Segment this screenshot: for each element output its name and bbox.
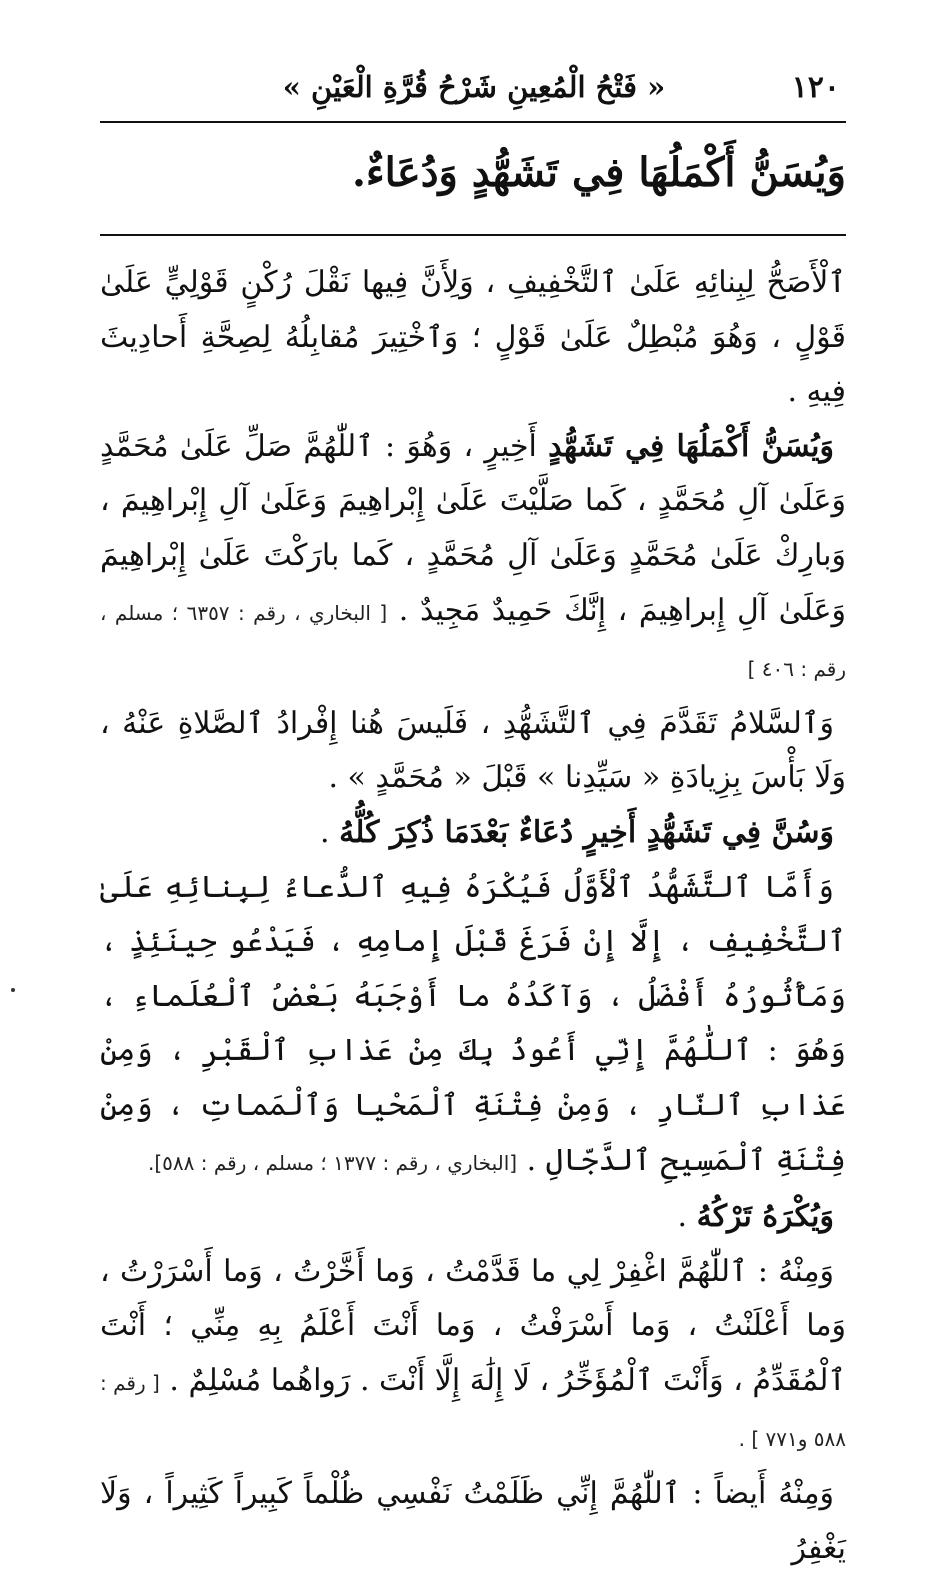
- running-title: « فَتْحُ الْمُعِينِ شَرْحُ قُرَّةِ الْعَيْنِ »: [282, 70, 666, 104]
- hadith-reference: [ رقم : ٥٨٨ و٧٧١ ] .: [100, 1370, 846, 1452]
- matn-quote: وَيُسَنُّ أَكْمَلُهَا فِي تَشَهُّدٍ: [548, 428, 834, 464]
- paragraph-2: [100, 420, 846, 697]
- paragraph-6: [100, 1190, 846, 1245]
- matn-text: وَيُسَنُّ أَكْمَلُهَا فِي تَشَهُّدٍ وَدُعَاءٌ.: [351, 149, 846, 196]
- paragraph-1: ٱلْأَصَحُّ لِبِنائِهِ عَلَىٰ ٱلتَّخْفِيفِ ، وَلِأَنَّ فِيها نَقْلَ رُكْنٍ قَوْلِيٍّ عَلَىٰ قَوْلٍ ، وَهُوَ مُبْطِلٌ عَلَىٰ قَوْلٍ ؛ وَٱخْتِيرَ مُقابِلُهُ لِصِحَّةِ أَحادِيثَ فِيهِ .: [100, 265, 846, 410]
- paragraph-7-text: وَمِنْهُ : ٱللّٰهُمَّ اغْفِرْ لِي ما قَدَّمْتُ ، وَما أَخَّرْتُ ، وَما أَسْرَرْتُ ، وَما أَعْلَنْتُ ، وَما أَسْرَفْتُ ، وَما أَنْتَ أَعْلَمُ بِهِ مِنِّي ؛ أَنْتَ ٱلْمُقَدِّمُ ، وَأَنْتَ ٱلْمُؤَخِّرُ ، لَا إِلَٰهَ إِلَّا أَنْتَ . رَواهُما مُسْلِمٌ .: [100, 1253, 846, 1398]
- commentary-body: [100, 256, 846, 1576]
- paragraph-5-text: وَأَمَّا ٱلتَّشَهُّدُ ٱلْأَوَّلُ فَيُكْرَهُ فِيهِ ٱلدُّعاءُ لِبِنائِهِ عَلَىٰ ٱلتَّخْفِيفِ ، إِلَّا إِنْ فَرَغَ قَبْلَ إِمامِهِ ، فَيَدْعُو حِينَئِذٍ ، وَمَأْثُورُهُ أَفْضَلُ ، وَآكَدُهُ ما أَوْجَبَهُ بَعْضُ ٱلْعُلَماءِ ، وَهُوَ : ٱللّٰهُمَّ إِنِّي أَعُوذُ بِكَ مِنْ عَذابِ ٱلْقَبْرِ ، وَمِنْ عَذابِ ٱلنّارِ ، وَمِنْ فِتْنَةِ ٱلْمَحْيا وَٱلْمَماتِ ، وَمِنْ فِتْنَةِ ٱلْمَسِيحِ ٱلدَّجّالِ .: [100, 869, 846, 1178]
- paragraph-7: [100, 1245, 846, 1467]
- paragraph-2-text: أَخِيرٍ ، وَهُوَ : ٱللّٰهُمَّ صَلِّ عَلَىٰ مُحَمَّدٍ وَعَلَىٰ آلِ مُحَمَّدٍ ، كَما صَلَّيْتَ عَلَىٰ إِبْراهِيمَ وَعَلَىٰ آلِ إِبْراهِيمَ ، وَبارِكْ عَلَىٰ مُحَمَّدٍ وَعَلَىٰ آلِ مُحَمَّدٍ ، كَما بارَكْتَ عَلَىٰ إِبْراهِيمَ وَعَلَىٰ آلِ إِبراهِيمَ ، إِنَّكَ حَمِيدٌ مَجِيدٌ .: [100, 428, 846, 628]
- matn-quote: وَيُكْرَهُ تَرْكُهُ: [696, 1199, 834, 1235]
- hadith-reference: [البخاري ، رقم : ١٣٧٧ ؛ مسلم ، رقم : ٥٨٨].: [148, 1150, 518, 1175]
- hadith-reference: [ البخاري ، رقم : ٦٣٥٧ ؛ مسلم ، رقم : ٤٠٦ ]: [100, 600, 846, 682]
- paragraph-3: وَٱلسَّلامُ تَقَدَّمَ فِي ٱلتَّشَهُّدِ ، فَلَيسَ هُنا إِفْرادُ ٱلصَّلاةِ عَنْهُ ، وَلَا بَأْسَ بِزِيادَةِ « سَيِّدِنا » قَبْلَ « مُحَمَّدٍ » .: [100, 705, 846, 796]
- paragraph-6-tail: .: [677, 1199, 697, 1235]
- scan-speck: [11, 988, 15, 992]
- paragraph-8: وَمِنْهُ أَيضاً : ٱللّٰهُمَّ إِنِّي ظَلَمْتُ نَفْسِي ظُلْماً كَبِيراً كَثِيراً ، وَلَا يَغْفِرُ: [100, 1476, 846, 1566]
- paragraph-4-tail: .: [320, 814, 340, 850]
- header-rule: [100, 121, 846, 123]
- page-number: ١٢٠: [791, 70, 840, 105]
- matn-separator-rule: [100, 234, 846, 236]
- paragraph-5: [100, 861, 846, 1191]
- matn-quote: وَسُنَّ فِي تَشَهُّدٍ أَخِيرٍ دُعَاءٌ بَعْدَمَا ذُكِرَ كُلُّهُ: [339, 814, 834, 850]
- page-header: [100, 62, 848, 112]
- paragraph-4: [100, 806, 846, 861]
